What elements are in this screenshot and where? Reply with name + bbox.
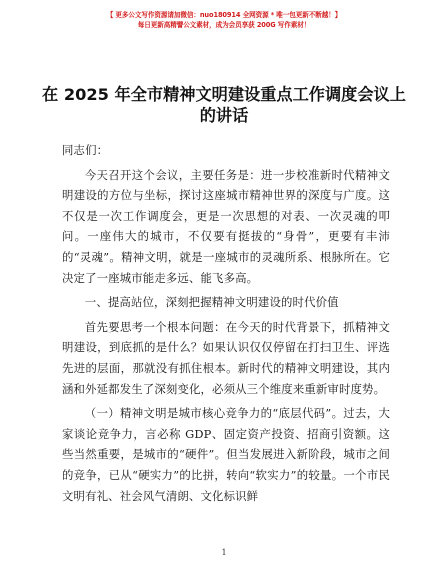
- promo-banner: [0, 10, 448, 31]
- paragraph-point-one: （一）精神文明是城市核心竞争力的“底层代码”。过去，大家谈论竞争力，言必称 GDP、固定资产投资、招商引资额。这些当然重要，是城市的“硬件”。但当发展进入新阶段，城市之间的竞争，已从“硬实力”的比拼，转向“软实力”的较量。一个市民文明有礼、社会风气清朗、文化标识鲜: [62, 406, 390, 503]
- promo-banner-line-2: 每日更新高精譬公文素材，成为会员享获 200G 写作素材！: [137, 21, 311, 29]
- document-title: 在 2025 年全市精神文明建设重点工作调度会议上的讲话: [42, 85, 406, 125]
- promo-banner-line-1: 【 更多公文写作资源请加微信：nuo180914 全网资源 * 唯一包更新不断越！】: [106, 11, 342, 19]
- paragraph-intro: 今天召开这个会议，主要任务是：进一步校准新时代精神文明建设的方位与坐标，探讨这座城市精神世界的深度与广度。这不仅是一次工作调度会，更是一次思想的对表、一次灵魂的叩问。一座伟大的城市，不仅要有挺拔的“身骨”，更要有丰沛的“灵魂”。精神文明，就是一座城市的灵魂所系、根脉所在。它决定了一座城市能走多远、能飞多高。: [62, 167, 390, 285]
- paragraph-question: 首先要思考一个根本问题：在今天的时代背景下，抓精神文明建设，到底抓的是什么？如果认识仅仅停留在打扫卫生、评选先进的层面，那就没有抓住根本。新时代的精神文明建设，其内涵和外延都发生了深刻变化，必须从三个维度来重新审时度势。: [62, 319, 390, 396]
- greeting: 同志们：: [62, 143, 109, 157]
- page-number: 1: [221, 548, 227, 557]
- document-body: [62, 140, 390, 506]
- section-heading: 一、提高站位，深刻把握精神文明建设的时代价值: [84, 295, 339, 310]
